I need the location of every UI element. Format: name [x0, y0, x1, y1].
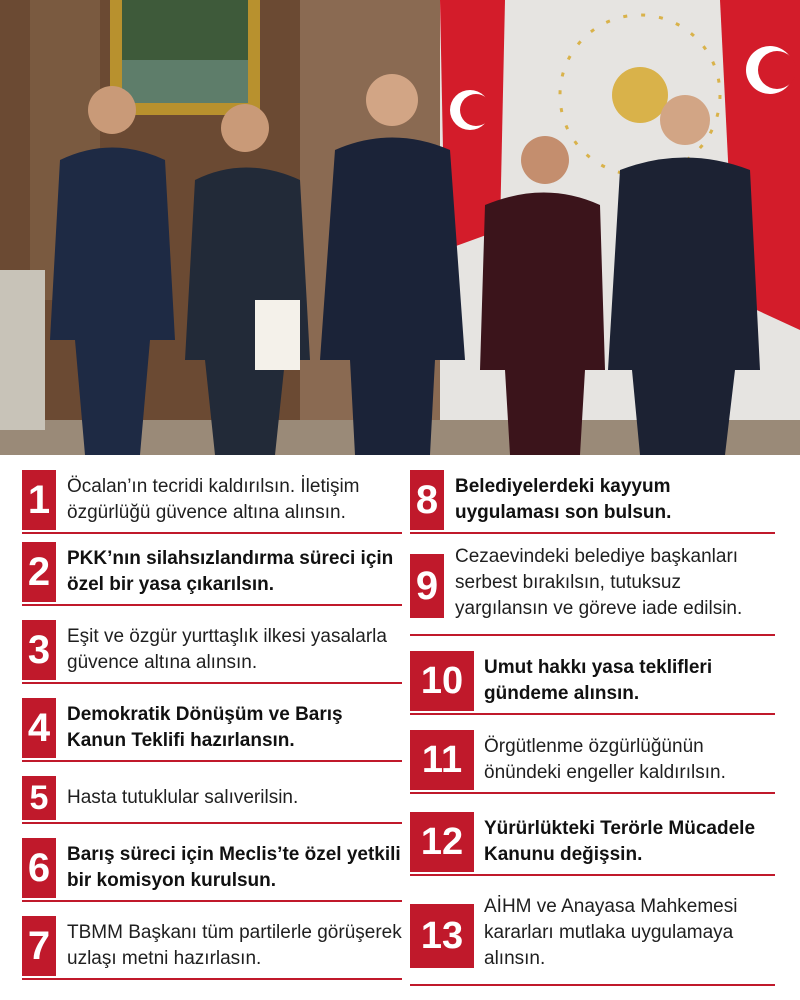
list-item [22, 620, 402, 684]
item-number: 9 [410, 554, 444, 618]
group-photo-icon [0, 0, 800, 455]
list-item [22, 698, 402, 762]
item-text: Öcalan’ın tecridi kaldırılsın. İletişim özgürlüğü güvence altına alınsın. [67, 476, 360, 523]
item-text: Barış süreci için Meclis’te özel yetkili bir komisyon kurulsun. [67, 844, 401, 891]
item-number: 12 [410, 812, 474, 872]
item-text: Cezaevindeki belediye başkanları serbest bırakılsın, tutuksuz yargılansın ve göreve iade edilsin. [455, 546, 743, 619]
item-number: 8 [410, 470, 444, 530]
item-text: Hasta tutuklular salıverilsin. [67, 787, 299, 808]
list-item [410, 470, 775, 534]
item-text: TBMM Başkanı tüm partilerle görüşerek uzlaşı metni hazırlasın. [67, 922, 402, 969]
list-item [410, 651, 775, 715]
item-text: AİHM ve Anayasa Mahkemesi kararları mutlaka uygulamaya alınsın. [484, 896, 738, 969]
group-photo [0, 0, 800, 455]
list-item [22, 916, 402, 980]
item-text: Umut hakkı yasa teklifleri gündeme alınsın. [484, 657, 713, 704]
item-number: 11 [410, 730, 474, 790]
item-number: 13 [410, 904, 474, 968]
item-text: Yürürlükteki Terörle Mücadele Kanunu değişsin. [484, 818, 756, 865]
list-item [22, 470, 402, 534]
item-text: Demokratik Dönüşüm ve Barış Kanun Teklifi hazırlansın. [67, 704, 343, 751]
item-text: Örgütlenme özgürlüğünün önündeki engeller kaldırılsın. [484, 736, 726, 783]
item-number: 1 [22, 470, 56, 530]
item-number: 4 [22, 698, 56, 758]
demands-list [0, 455, 800, 1000]
item-number: 5 [22, 776, 56, 820]
item-number: 2 [22, 542, 56, 602]
list-item [410, 542, 775, 636]
list-item [410, 730, 775, 794]
item-number: 10 [410, 651, 474, 711]
item-number: 6 [22, 838, 56, 898]
list-item [22, 542, 402, 606]
item-text: Eşit ve özgür yurttaşlık ilkesi yasalarla güvence altına alınsın. [67, 626, 387, 673]
list-item [22, 776, 402, 824]
item-text: Belediyelerdeki kayyum uygulaması son bulsun. [455, 476, 672, 523]
list-item [410, 892, 775, 986]
list-item [410, 812, 775, 876]
item-number: 7 [22, 916, 56, 976]
item-text: PKK’nın silahsızlandırma süreci için özel bir yasa çıkarılsın. [67, 548, 394, 595]
list-item [22, 838, 402, 902]
item-number: 3 [22, 620, 56, 680]
